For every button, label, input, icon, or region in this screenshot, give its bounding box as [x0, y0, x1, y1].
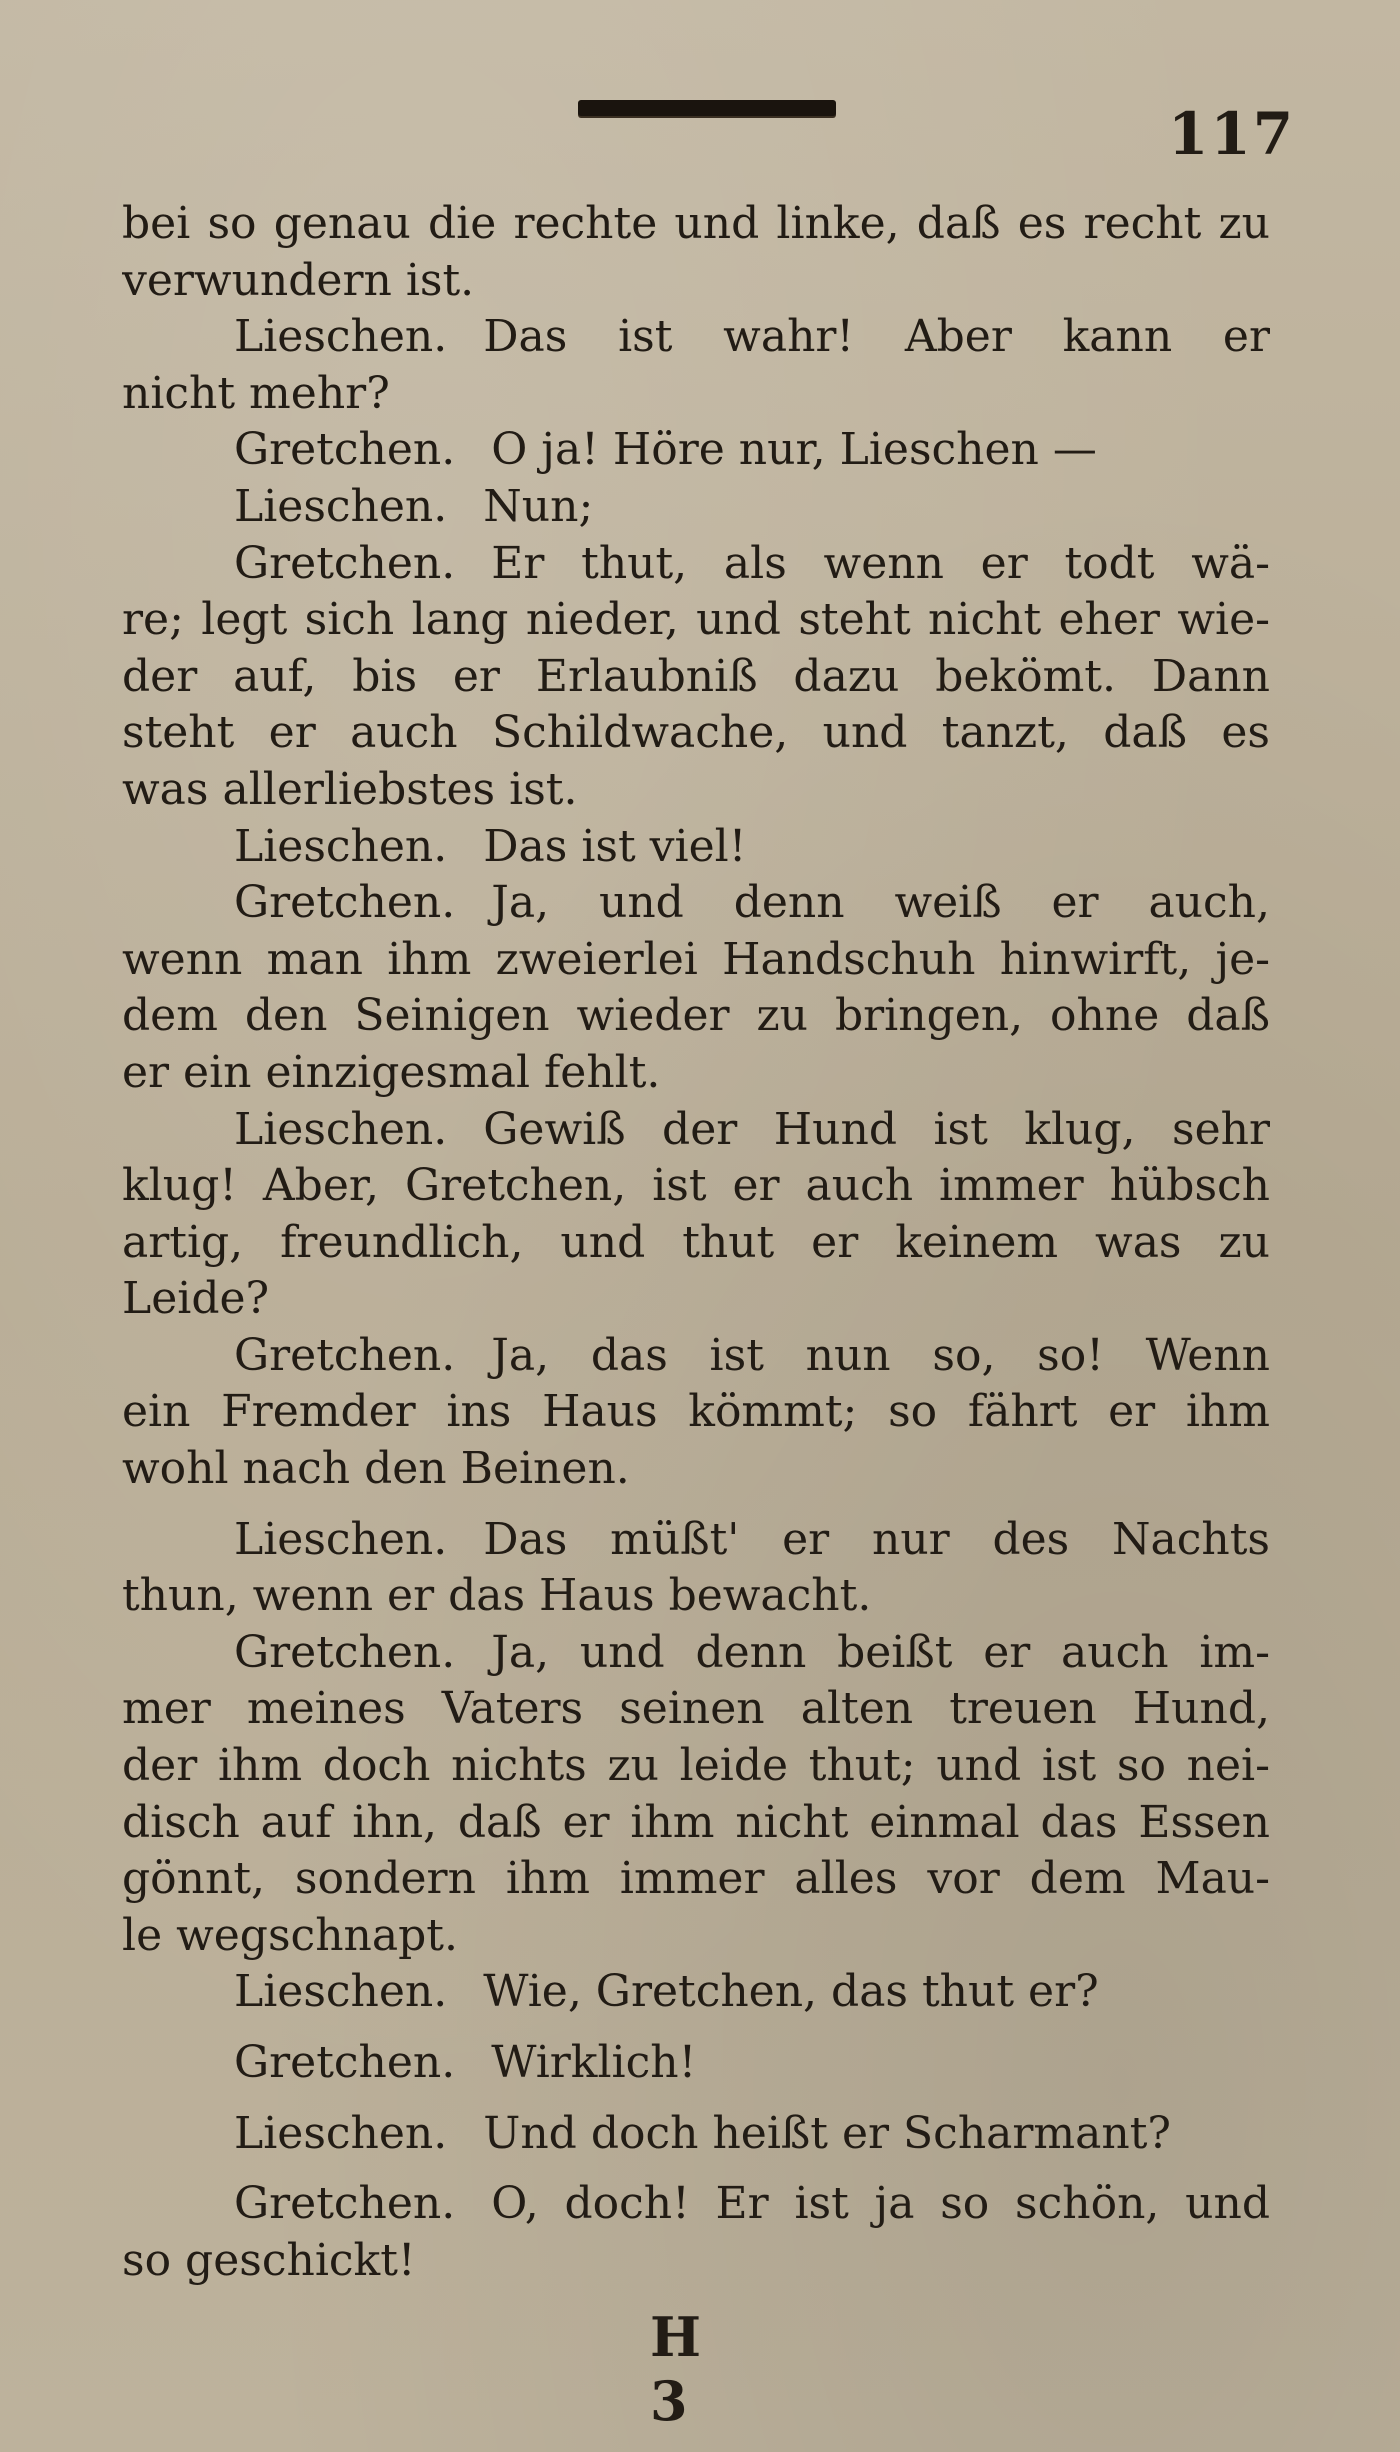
text-line: so geschickt! — [122, 2234, 416, 2286]
speaker-name: Gretchen. — [234, 877, 456, 929]
text-line — [122, 875, 1270, 932]
speech: Ja, das ist nun so, so! Wenn — [491, 1329, 1270, 1381]
speech: O, doch! Er ist ja so schön, und — [491, 2178, 1270, 2230]
text-line: wenn man ihm zweierlei Handschuh hinwirft, je- — [122, 933, 1270, 985]
text-line: artig, freundlich, und thut er keinem was zu — [122, 1216, 1270, 1268]
text-line — [122, 1964, 1270, 2021]
speaker-name: Lieschen. — [234, 1966, 448, 2018]
speaker-name: Gretchen. — [234, 1626, 456, 1678]
text-line: ein Fremder ins Haus kömmt; so fährt er ihm — [122, 1386, 1270, 1438]
text-line: gönnt, sondern ihm immer alles vor dem Mau- — [122, 1853, 1270, 1905]
text-line — [122, 536, 1270, 593]
text-line — [122, 422, 1270, 479]
speaker-name: Lieschen. — [234, 2107, 448, 2159]
speaker-name: Lieschen. — [234, 480, 448, 532]
text-line: wohl nach den Beinen. — [122, 1443, 630, 1495]
text-line: verwundern ist. — [122, 254, 475, 306]
text-line: re; legt sich lang nieder, und steht nicht eher wie- — [122, 594, 1270, 646]
speech: Das ist viel! — [483, 820, 747, 872]
text-line: nicht mehr? — [122, 367, 390, 419]
speech: Und doch heißt er Scharmant? — [483, 2107, 1171, 2159]
text-line — [122, 819, 1270, 876]
speaker-name: Lieschen. — [234, 820, 448, 872]
speech: Das ist wahr! Aber kann er — [483, 311, 1270, 363]
speaker-name: Lieschen. — [234, 1103, 448, 1155]
text-line: der auf, bis er Erlaubniß dazu bekömt. Dann — [122, 650, 1270, 702]
text-line — [122, 2035, 1270, 2092]
text-line — [122, 1328, 1270, 1385]
page-number: 117 — [1168, 100, 1296, 168]
speaker-name: Gretchen. — [234, 2178, 456, 2230]
speech: Er thut, als wenn er todt wä- — [491, 537, 1270, 589]
text-line: dem den Seinigen wieder zu bringen, ohne daß — [122, 990, 1270, 1042]
speaker-name: Gretchen. — [234, 1329, 456, 1381]
body-text — [122, 196, 1270, 2289]
text-line — [122, 1102, 1270, 1159]
text-line: thun, wenn er das Haus bewacht. — [122, 1570, 872, 1622]
text-line: was allerliebstes ist. — [122, 763, 578, 815]
speaker-name: Gretchen. — [234, 537, 456, 589]
speech: Ja, und denn weiß er auch, — [491, 877, 1270, 929]
text-line — [122, 1512, 1270, 1569]
text-line: bei so genau die rechte und linke, daß es recht zu — [122, 198, 1270, 249]
speech: Wirklich! — [491, 2037, 697, 2088]
text-line: er ein einzigesmal fehlt. — [122, 1046, 661, 1098]
text-line: steht er auch Schildwache, und tanzt, daß es — [122, 707, 1270, 759]
signature-mark: H 3 — [650, 2305, 716, 2433]
text-line — [122, 2176, 1270, 2233]
text-line: Leide? — [122, 1273, 270, 1325]
speech: Das müßt' er nur des Nachts — [483, 1513, 1270, 1565]
text-line — [122, 2106, 1270, 2163]
text-line: der ihm doch nichts zu leide thut; und ist so nei- — [122, 1740, 1270, 1792]
text-line: disch auf ihn, daß er ihm nicht einmal das Essen — [122, 1796, 1270, 1848]
speech: Wie, Gretchen, das thut er? — [483, 1966, 1099, 2018]
speech: Ja, und denn beißt er auch im- — [491, 1626, 1270, 1678]
speech: Gewiß der Hund ist klug, sehr — [483, 1103, 1270, 1155]
speech: Nun; — [483, 480, 594, 532]
text-line — [122, 309, 1270, 366]
speaker-name: Lieschen. — [234, 311, 448, 363]
text-line: klug! Aber, Gretchen, ist er auch immer hübsch — [122, 1160, 1270, 1212]
text-line: mer meines Vaters seinen alten treuen Hund, — [122, 1683, 1270, 1735]
text-line — [122, 1625, 1270, 1682]
speaker-name: Lieschen. — [234, 1513, 448, 1565]
speaker-name: Gretchen. — [234, 2037, 456, 2088]
text-line: le wegschnapt. — [122, 1909, 458, 1961]
speaker-name: Gretchen. — [234, 424, 456, 476]
header-rule — [578, 100, 836, 116]
speech: O ja! Höre nur, Lieschen — — [491, 424, 1097, 476]
text-line — [122, 479, 1270, 536]
